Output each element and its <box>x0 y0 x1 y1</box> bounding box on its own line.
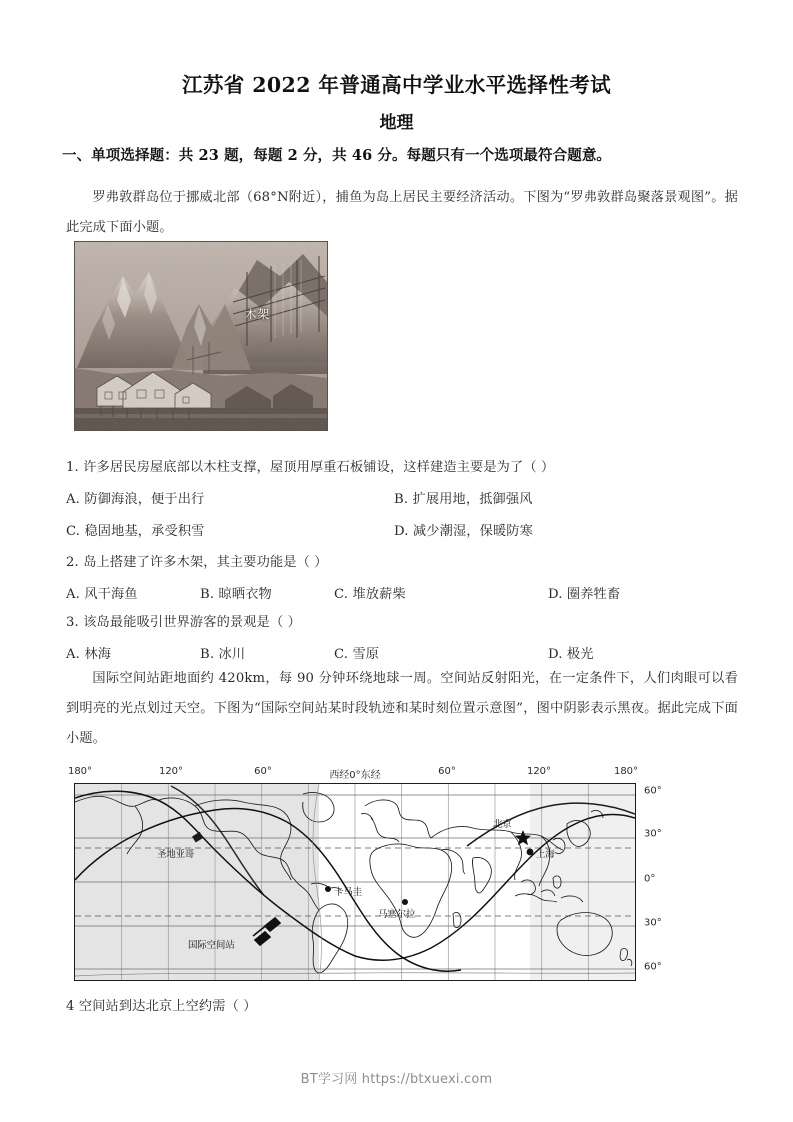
question-3-stem: 3. 该岛最能吸引世界游客的景观是（ ） <box>66 615 301 630</box>
lon-label-prime-meridian: 西经0°东经 <box>329 770 381 781</box>
question-1-stem: 1. 许多居民房屋底部以木柱支撑，屋顶用厚重石板铺设，这样建造主要是为了（ ） <box>66 460 555 475</box>
map-label-beijing: 北京 <box>493 819 512 830</box>
question-2-option-a[interactable]: A. 风干海鱼 <box>66 587 138 602</box>
lat-label-60s: 60° <box>644 961 662 973</box>
map-label-camaguey: 卡马圭 <box>334 887 362 898</box>
lat-label-0: 0° <box>644 873 656 885</box>
footer-watermark: BT学习网 https://btxuexi.com <box>300 1072 493 1087</box>
lon-label-60w: 60° <box>254 766 272 777</box>
lat-label-30s: 30° <box>644 917 662 929</box>
question-2-option-b[interactable]: B. 晾晒衣物 <box>200 587 272 602</box>
question-2-option-d[interactable]: D. 圈养牲畜 <box>548 587 621 602</box>
map-frame <box>74 783 636 981</box>
section-heading: 一、单项选择题：共 23 题，每题 2 分，共 46 分。每题只有一个选项最符合题意。 <box>62 147 612 164</box>
lon-label-180w: 180° <box>67 766 93 777</box>
question-3-option-a[interactable]: A. 林海 <box>66 647 112 662</box>
settlement-photo-graphic <box>75 242 327 430</box>
figure-settlement-photo <box>74 241 328 431</box>
question-3-option-c[interactable]: C. 雪原 <box>334 647 380 662</box>
question-1-option-d[interactable]: D. 减少潮湿，保暖防寒 <box>394 524 533 539</box>
map-label-maseru: 马塞尔拉 <box>378 909 416 920</box>
lat-label-30n: 30° <box>644 828 662 840</box>
page-title: 江苏省 2022 年普通高中学业水平选择性考试 <box>181 73 612 97</box>
question-3-option-b[interactable]: B. 冰川 <box>200 647 246 662</box>
figure-iss-orbit-map <box>60 762 740 992</box>
question-2-stem: 2. 岛上搭建了许多木架，其主要功能是（ ） <box>66 555 328 570</box>
passage-1-text: 罗弗敦群岛位于挪威北部（68°N附近），捕鱼为岛上居民主要经济活动。下图为“罗弗敦群岛聚落景观图”。据此完成下面小题。 <box>66 190 738 235</box>
lat-label-60n: 60° <box>644 785 662 797</box>
question-4-stem: 4 空间站到达北京上空约需（ ） <box>66 999 257 1014</box>
question-1-option-b[interactable]: B. 扩展用地，抵御强风 <box>394 492 533 507</box>
page-subtitle: 地理 <box>379 113 414 133</box>
figure-inner-label-wooden-rack: 木架 <box>245 307 270 321</box>
question-2-option-c[interactable]: C. 堆放薪柴 <box>334 587 406 602</box>
question-3-option-d[interactable]: D. 极光 <box>548 647 594 662</box>
map-label-shanghai: 上海 <box>536 849 555 860</box>
question-1-option-c[interactable]: C. 稳固地基，承受积雪 <box>66 524 205 539</box>
lon-label-60e: 60° <box>438 766 456 777</box>
lon-label-120w: 120° <box>158 766 184 777</box>
lon-label-180e: 180° <box>613 766 639 777</box>
lon-label-120e: 120° <box>526 766 552 777</box>
world-map-graphic <box>75 784 635 980</box>
passage-2-text: 国际空间站距地面约 420km，每 90 分钟环绕地球一周。空间站反射阳光，在一定条件下，人们肉眼可以看到明亮的光点划过天空。下图为“国际空间站某时段轨迹和某时刻位置示意图”，图中阴影表示黑夜。据此完成下面小题。 <box>66 671 738 746</box>
question-1-option-a[interactable]: A. 防御海浪，便于出行 <box>66 492 205 507</box>
map-label-santiago: 圣地亚哥 <box>157 849 195 860</box>
map-label-iss: 国际空间站 <box>188 940 235 951</box>
